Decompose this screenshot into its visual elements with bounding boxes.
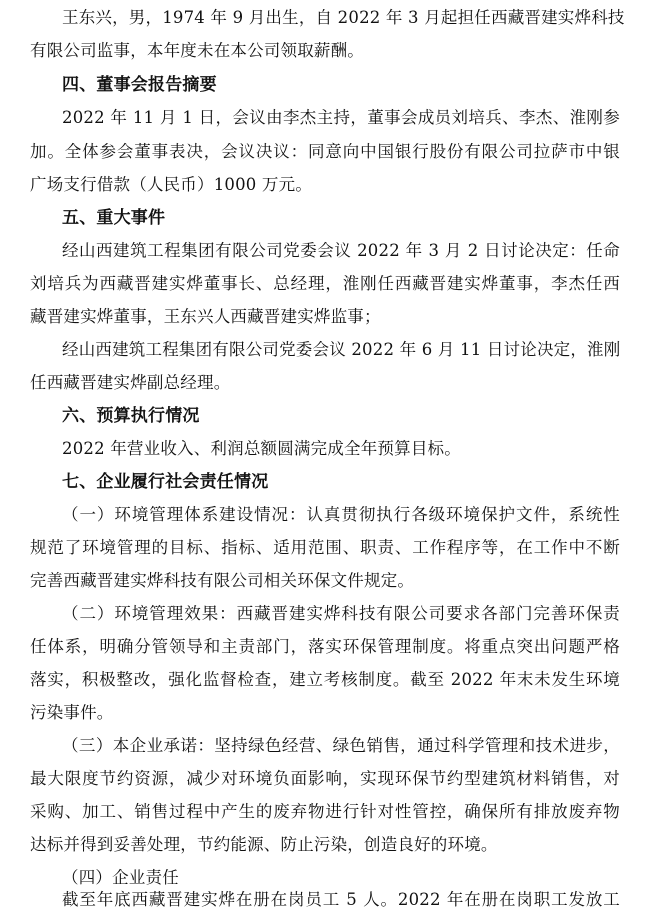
text-line: 采购、加工、销售过程中产生的废弃物进行针对性管控，确保所有排放废弃物 [30,802,620,821]
text-line: 经山西建筑工程集团有限公司党委会议 2022 年 6 月 11 日讨论决定，淮刚 [62,340,621,359]
text-line: （四）企业责任 [62,868,179,887]
section-heading: 七、企业履行社会责任情况 [62,472,269,492]
text-line: 最大限度节约资源，减少对环境负面影响，实现环保节约型建筑材料销售，对 [30,769,620,788]
text-line: 经山西建筑工程集团有限公司党委会议 2022 年 3 月 2 日讨论决定：任命 [62,241,620,260]
text-line: 达标并得到妥善处理，节约能源、防止污染，创造良好的环境。 [30,835,498,854]
text-line: 刘培兵为西藏晋建实烨董事长、总经理，淮刚任西藏晋建实烨董事，李杰任西 [30,274,620,293]
text-line: 污染事件。 [30,703,114,722]
text-line: （三）本企业承诺：坚持绿色经营、绿色销售，通过科学管理和技术进步， [62,736,620,755]
text-line: 任西藏晋建实烨副总经理。 [30,373,231,392]
text-line: 2022 年营业收入、利润总额圆满完成全年预算目标。 [62,439,461,458]
text-line: 广场支行借款（人民币）1000 万元。 [30,175,313,194]
text-line: 规范了环境管理的目标、指标、适用范围、职责、工作程序等，在工作中不断 [30,538,620,557]
text-line: 藏晋建实烨董事，王东兴人西藏晋建实烨监事； [30,307,381,326]
text-line: 王东兴，男，1974 年 9 月出生，自 2022 年 3 月起担任西藏晋建实烨科技 [62,8,625,27]
text-line: （二）环境管理效果：西藏晋建实烨科技有限公司要求各部门完善环保责 [62,604,620,623]
text-line: 有限公司监事，本年度未在本公司领取薪酬。 [30,41,364,60]
text-line: 截至年底西藏晋建实烨在册在岗员工 5 人。2022 年在册在岗职工发放工 [62,890,620,909]
text-line: 完善西藏晋建实烨科技有限公司相关环保文件规定。 [30,571,415,590]
text-line: （一）环境管理体系建设情况：认真贯彻执行各级环境保护文件，系统性 [62,505,620,524]
text-line: 加。全体参会董事表决，会议决议：同意向中国银行股份有限公司拉萨市中银 [30,142,620,161]
section-heading: 五、重大事件 [62,208,166,228]
text-line: 2022 年 11 月 1 日，会议由李杰主持，董事会成员刘培兵、李杰、淮刚参 [62,108,620,127]
text-line: 任体系，明确分管领导和主责部门，落实环保管理制度。将重点突出问题严格 [30,637,620,656]
section-heading: 六、预算执行情况 [62,406,200,426]
text-line: 落实，积极整改，强化监督检查，建立考核制度。截至 2022 年末未发生环境 [30,670,620,689]
section-heading: 四、董事会报告摘要 [62,75,217,95]
